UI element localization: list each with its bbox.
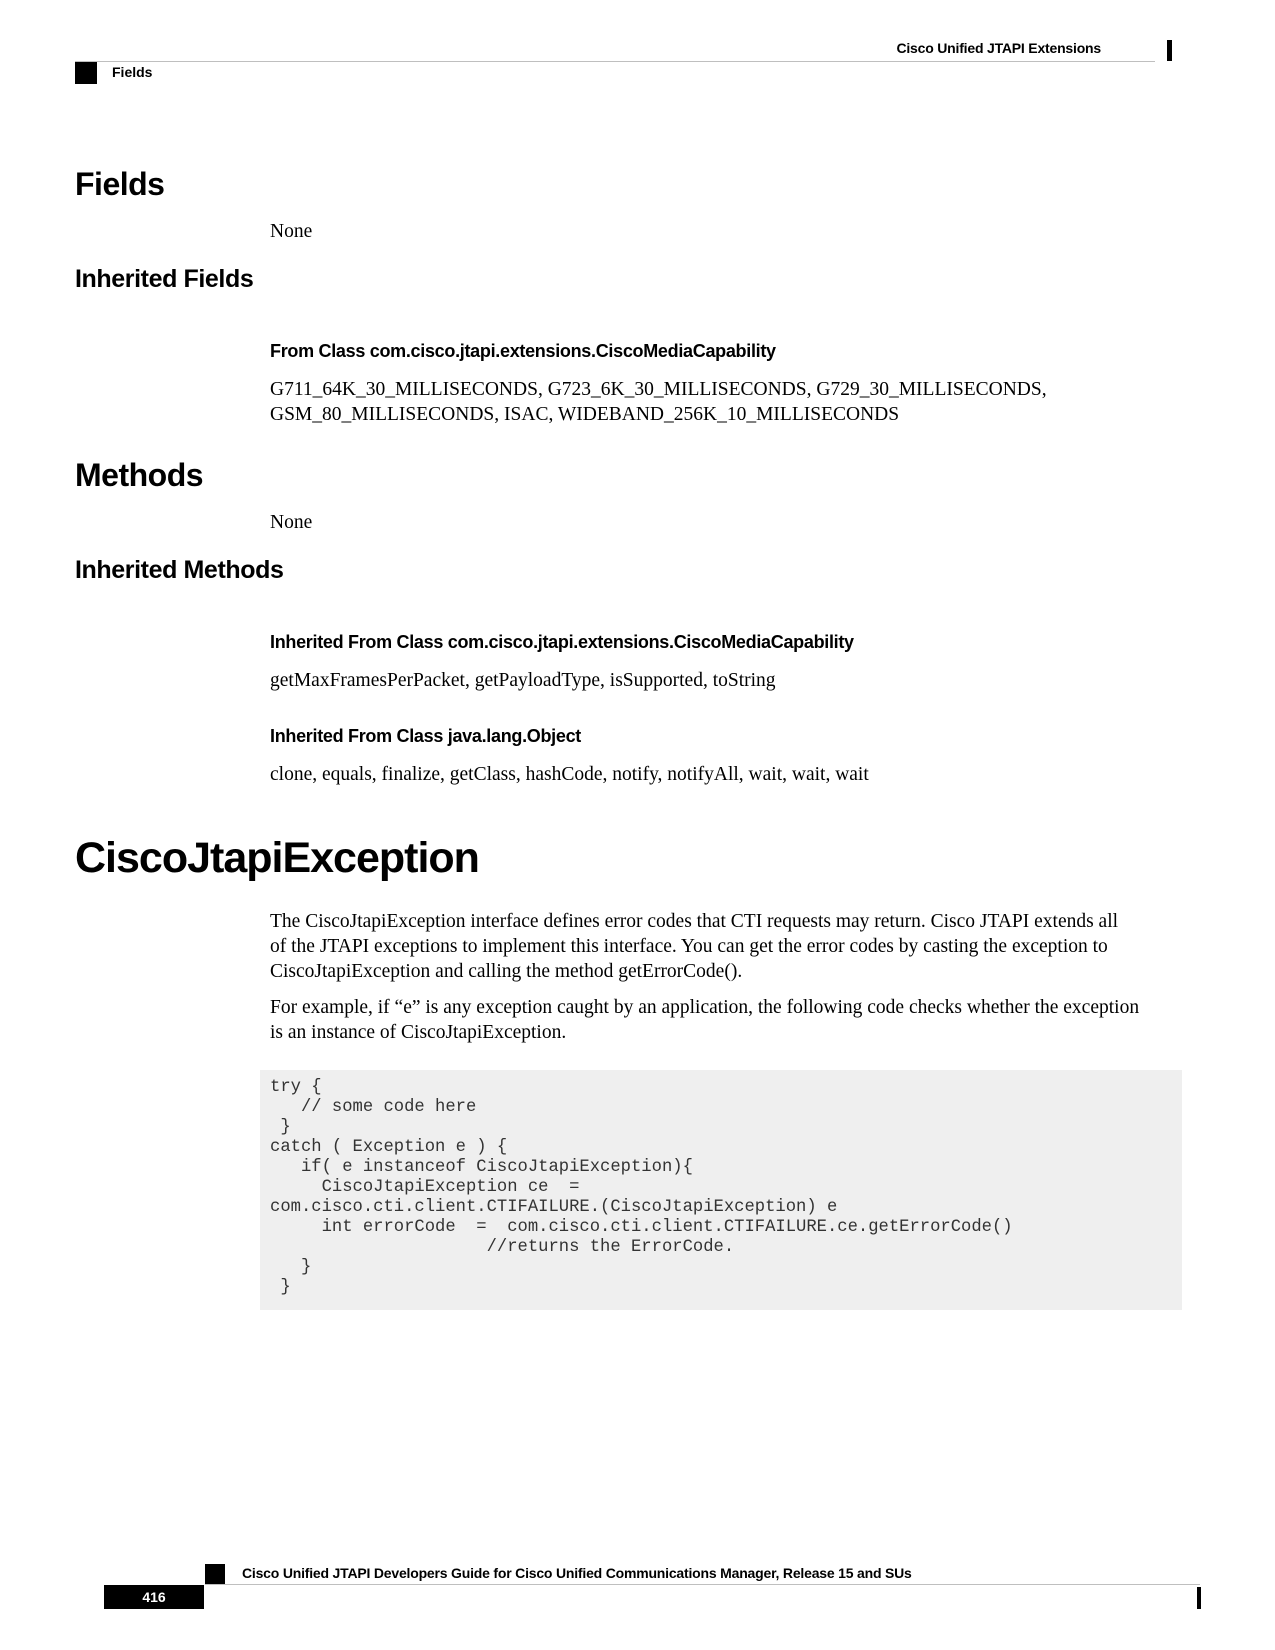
- exception-para2-line1: For example, if “e” is any exception caught by an application, the following code checks whether the exception: [270, 997, 1140, 1018]
- header-doc-section: Cisco Unified JTAPI Extensions: [896, 40, 1101, 56]
- inherited-methods-from-class-1: Inherited From Class com.cisco.jtapi.extensions.CiscoMediaCapability: [270, 632, 854, 652]
- inherited-fields-from-class: From Class com.cisco.jtapi.extensions.CiscoMediaCapability: [270, 341, 776, 361]
- footer-title: Cisco Unified JTAPI Developers Guide for Cisco Unified Communications Manager, Release 15 and SUs: [242, 1565, 912, 1581]
- fields-body: None: [270, 221, 313, 242]
- header-right-bar: [1167, 40, 1172, 61]
- exception-heading: CiscoJtapiException: [75, 834, 479, 882]
- header-rule: [75, 61, 1155, 62]
- header-left-block: [75, 62, 97, 84]
- inherited-methods-list-2: clone, equals, finalize, getClass, hashCode, notify, notifyAll, wait, wait, wait: [270, 764, 869, 785]
- inherited-methods-heading: Inherited Methods: [75, 556, 284, 584]
- code-example: try { // some code here } catch ( Exception e ) { if( e instanceof CiscoJtapiException){ CiscoJtapiException ce = com.cisco.cti.client.CTIFAILURE.(CiscoJtapiException) e int errorCode = com.cisco.cti.client.CTIFAILURE.ce.getErrorCode() //returns the ErrorCode. } }: [260, 1070, 1182, 1310]
- inherited-fields-heading: Inherited Fields: [75, 265, 254, 293]
- exception-para1-line3: CiscoJtapiException and calling the method getErrorCode().: [270, 961, 743, 982]
- page-number: 416: [104, 1585, 204, 1609]
- footer-block: [205, 1564, 225, 1584]
- fields-heading: Fields: [75, 166, 165, 202]
- exception-para1-line1: The CiscoJtapiException interface defines error codes that CTI requests may return. Cisco JTAPI extends all: [270, 911, 1119, 932]
- footer-rule: [205, 1584, 1200, 1585]
- inherited-methods-list-1: getMaxFramesPerPacket, getPayloadType, isSupported, toString: [270, 670, 776, 691]
- exception-para1-line2: of the JTAPI exceptions to implement this interface. You can get the error codes by casting the exception to: [270, 936, 1108, 957]
- inherited-fields-list-line2: GSM_80_MILLISECONDS, ISAC, WIDEBAND_256K_10_MILLISECONDS: [270, 404, 900, 425]
- methods-heading: Methods: [75, 457, 204, 493]
- inherited-fields-list-line1: G711_64K_30_MILLISECONDS, G723_6K_30_MILLISECONDS, G729_30_MILLISECONDS,: [270, 379, 1047, 400]
- running-head: Fields: [112, 64, 153, 80]
- exception-para2-line2: is an instance of CiscoJtapiException.: [270, 1022, 567, 1043]
- methods-body: None: [270, 512, 313, 533]
- inherited-methods-from-class-2: Inherited From Class java.lang.Object: [270, 726, 581, 746]
- footer-right-bar: [1197, 1587, 1201, 1609]
